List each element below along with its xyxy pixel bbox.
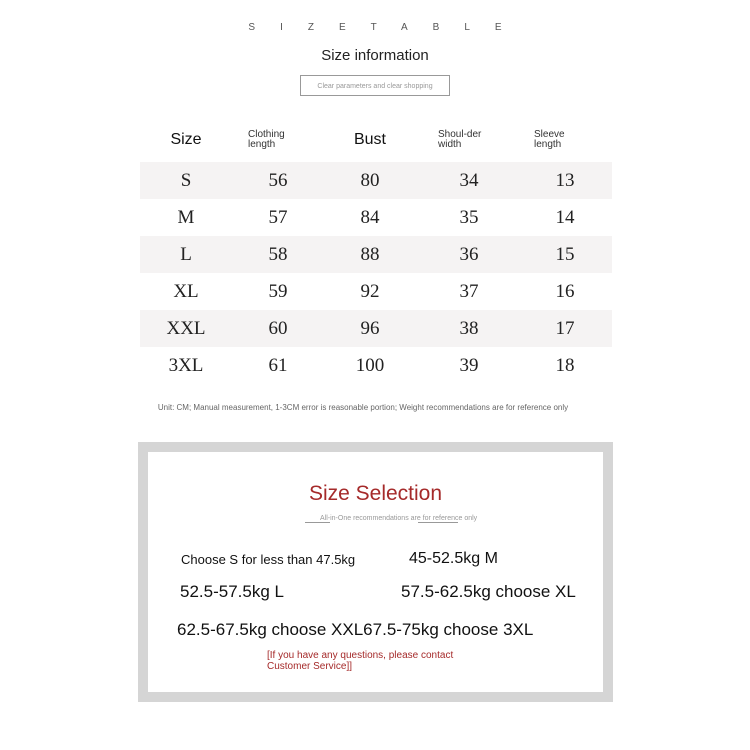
table-cell: 37 (459, 280, 479, 302)
table-cell: 14 (555, 206, 575, 228)
table-cell: 18 (555, 354, 575, 376)
table-cell: 34 (459, 169, 479, 191)
table-row (140, 273, 612, 310)
table-cell: 92 (360, 280, 380, 302)
table-row (140, 347, 612, 384)
table-cell: 16 (555, 280, 575, 302)
table-row (140, 199, 612, 236)
table-cell: 35 (459, 206, 479, 228)
table-cell: 15 (555, 243, 575, 265)
clear-parameters-box: Clear parameters and clear shopping (300, 75, 450, 96)
table-cell: M (177, 206, 195, 228)
table-cell: 39 (459, 354, 479, 376)
table-cell: 80 (360, 169, 380, 191)
size-selection-panel (138, 442, 613, 702)
table-cell: 100 (355, 354, 385, 376)
recommendation-m: 45-52.5kg M (409, 550, 498, 567)
table-cell: 3XL (168, 354, 204, 376)
table-cell: 36 (459, 243, 479, 265)
table-cell: 61 (268, 354, 288, 376)
size-table (140, 118, 612, 384)
table-cell: S (180, 169, 192, 191)
table-cell: 56 (268, 169, 288, 191)
table-row (140, 310, 612, 347)
table-cell: 88 (360, 243, 380, 265)
size-table-spaced-title: SIZETABLE (248, 22, 527, 33)
table-cell: XL (173, 280, 199, 302)
size-selection-title: Size Selection (308, 482, 443, 505)
table-cell: 84 (360, 206, 380, 228)
table-cell: XXL (166, 317, 206, 339)
table-header-row (140, 118, 612, 162)
recommendation-xxl-3xl: 62.5-67.5kg choose XXL67.5-75kg choose 3XL (177, 620, 534, 639)
table-cell: 59 (268, 280, 288, 302)
measurement-note: Unit: CM; Manual measurement, 1-3CM error is reasonable portion; Weight recommendations are for reference only (157, 403, 569, 412)
table-cell: 13 (555, 169, 575, 191)
column-header-clothing-length: Clothing length (248, 129, 285, 150)
table-row (140, 162, 612, 199)
column-header-bust: Bust (353, 131, 386, 148)
column-header-sleeve-length: Sleeve length (534, 129, 565, 150)
table-cell: 58 (268, 243, 288, 265)
customer-service-note: [If you have any questions, please contact Customer Service]] (267, 650, 454, 672)
column-header-shoulder-width: Shoul-der width (438, 129, 482, 150)
size-selection-inner (148, 452, 603, 692)
table-cell: 17 (555, 317, 575, 339)
size-selection-subtitle: All-in-One recommendations are for reference only (320, 515, 478, 522)
table-cell: 38 (459, 317, 479, 339)
recommendation-s: Choose S for less than 47.5kg (181, 552, 356, 567)
table-cell: 57 (268, 206, 288, 228)
recommendation-l: 52.5-57.5kg L (180, 582, 284, 601)
recommendation-xl: 57.5-62.5kg choose XL (401, 582, 576, 601)
table-cell: L (180, 243, 192, 265)
table-row (140, 236, 612, 273)
column-header-size: Size (170, 131, 202, 148)
table-cell: 60 (268, 317, 288, 339)
table-cell: 96 (360, 317, 380, 339)
size-information-heading: Size information (321, 47, 429, 64)
